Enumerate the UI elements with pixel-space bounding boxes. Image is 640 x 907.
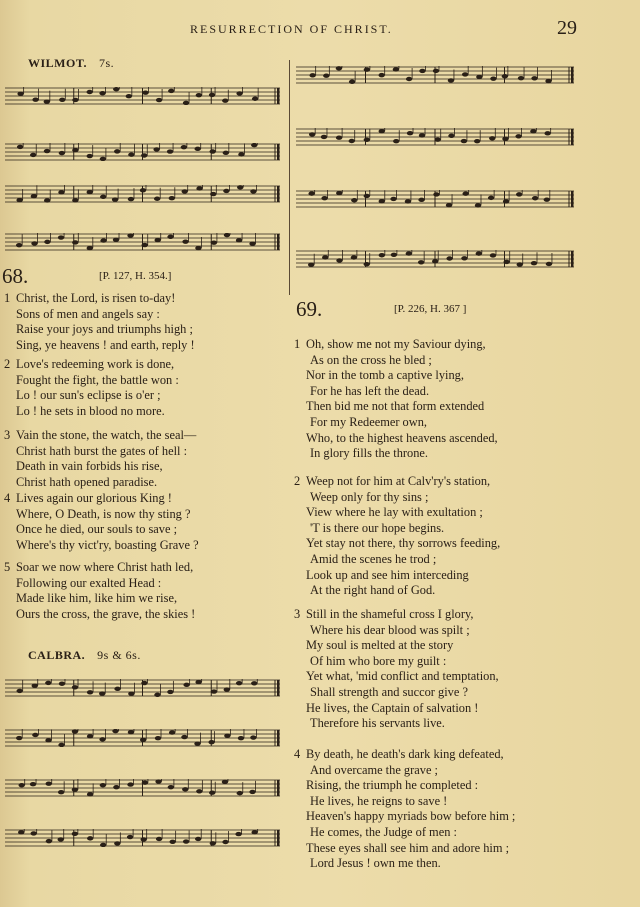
music-staff <box>296 250 574 268</box>
music-staff <box>296 190 574 208</box>
tune-meter: 7s. <box>98 56 115 70</box>
hymn-line: My soul is melted at the story <box>306 638 454 653</box>
hymn-line: As on the cross he bled ; <box>310 352 432 367</box>
hymn-line: Therefore his servants live. <box>310 716 445 731</box>
tune-name: WILMOT. <box>28 56 87 70</box>
stanza <box>294 337 498 462</box>
hymn-reference: [P. 127, H. 354.] <box>99 270 172 282</box>
page-number: 29 <box>557 17 577 39</box>
music-staff <box>5 779 280 797</box>
hymn-line: He lives, the Captain of salvation ! <box>306 700 479 715</box>
hymn-line: Lives again our glorious King ! <box>16 491 172 505</box>
hymn-line: Oh, show me not my Saviour dying, <box>306 337 486 351</box>
music-staff <box>5 87 280 105</box>
tune-title-wilmot <box>28 56 114 71</box>
hymn-line: He comes, the Judge of men : <box>310 824 457 839</box>
hymn-line: Following our exalted Head : <box>16 575 162 590</box>
hymn-line: For my Redeemer own, <box>310 414 427 429</box>
hymn-line: Christ, the Lord, is risen to-day! <box>16 291 176 305</box>
hymn-line: Yet what, 'mid conflict and temptation, <box>306 669 499 684</box>
hymn-number: 68. <box>2 264 29 288</box>
hymn-line: Nor in the tomb a captive lying, <box>306 368 464 383</box>
hymn-line: Fought the fight, the battle won : <box>16 372 179 387</box>
hymn-line: Ours the cross, the grave, the skies ! <box>16 606 196 621</box>
hymn-line: Death in vain forbids his rise, <box>16 459 163 474</box>
stanza-number: 5 <box>4 560 11 574</box>
hymn-line: Where his dear blood was spilt ; <box>310 622 470 637</box>
hymn-line: Heaven's happy myriads bow before him ; <box>306 809 516 824</box>
hymn-line: In glory fills the throne. <box>310 446 429 461</box>
hymn-line: These eyes shall see him and adore him ; <box>306 840 510 855</box>
stanza <box>294 607 499 732</box>
hymn-line: Weep not for him at Calv'ry's station, <box>306 474 491 488</box>
hymn-line: Yet stay not there, thy sorrows feeding, <box>306 536 501 551</box>
hymn-line: Where's thy vict'ry, boasting Grave ? <box>16 537 199 552</box>
hymn-line: Then bid me not that form extended <box>306 399 485 414</box>
stanza <box>4 357 179 419</box>
stanza-number: 4 <box>4 491 11 505</box>
hymn-line: He lives, he reigns to save ! <box>310 793 448 808</box>
hymn-line: 'T is there our hope begins. <box>310 520 445 535</box>
music-staff <box>5 185 280 203</box>
music-staff <box>5 729 280 747</box>
stanza <box>4 560 196 622</box>
tune-meter: 9s & 6s. <box>97 648 141 662</box>
music-staff <box>5 679 280 697</box>
hymn-line: And overcame the grave ; <box>310 762 438 777</box>
hymn-line: Made like him, like him we rise, <box>16 591 178 606</box>
hymn-line: Weep only for thy sins ; <box>310 489 429 504</box>
music-staff <box>5 233 280 251</box>
hymn-line: Sons of men and angels say : <box>16 306 160 321</box>
hymn-line: Lord Jesus ! own me then. <box>310 856 441 871</box>
stanza <box>4 291 195 353</box>
stanza-number: 1 <box>4 291 11 305</box>
hymn-line: Of him who bore my guilt : <box>310 653 447 668</box>
music-staff <box>296 66 574 84</box>
hymn-line: By death, he death's dark king defeated, <box>306 747 504 761</box>
stanza <box>294 747 516 872</box>
hymn-line: Soar we now where Christ hath led, <box>16 560 194 574</box>
hymn-line: Lo ! our sun's eclipse is o'er ; <box>16 388 161 403</box>
hymn-line: For he has left the dead. <box>310 383 430 398</box>
stanza <box>4 491 199 553</box>
hymn-line: At the right hand of God. <box>310 583 436 598</box>
tune-title-calbra <box>28 648 141 663</box>
hymn-line: Still in the shameful cross I glory, <box>306 607 474 621</box>
hymn-line: Look up and see him interceding <box>306 567 469 582</box>
hymn-line: Shall strength and succor give ? <box>310 684 468 699</box>
column-divider <box>289 60 290 295</box>
hymn-line: View where he lay with exultation ; <box>306 505 483 520</box>
stanza <box>4 428 197 490</box>
hymn-line: Where, O Death, is now thy sting ? <box>16 506 191 521</box>
hymn-reference: [P. 226, H. 367 ] <box>394 303 467 315</box>
hymn-line: Love's redeeming work is done, <box>16 357 175 371</box>
tune-name: CALBRA. <box>28 648 86 662</box>
stanza-number: 4 <box>294 747 301 761</box>
music-staff <box>296 128 574 146</box>
stanza-number: 3 <box>4 428 11 442</box>
stanza-number: 1 <box>294 337 301 351</box>
hymn-line: Who, to the highest heavens ascended, <box>306 430 498 445</box>
hymn-line: Christ hath burst the gates of hell : <box>16 443 188 458</box>
hymn-line: Lo ! he sets in blood no more. <box>16 403 165 418</box>
hymn-line: Christ hath opened paradise. <box>16 474 158 489</box>
stanza-number: 3 <box>294 607 301 621</box>
hymn-line: Rising, the triumph he completed : <box>306 778 479 793</box>
hymn-line: Raise your joys and triumphs high ; <box>16 322 193 337</box>
page-header-title: RESURRECTION OF CHRIST. <box>190 22 393 36</box>
hymn-line: Sing, ye heavens ! and earth, reply ! <box>16 337 195 352</box>
stanza <box>294 474 501 599</box>
hymn-line: Once he died, our souls to save ; <box>16 522 178 537</box>
music-staff <box>5 829 280 847</box>
hymn-number: 69. <box>296 297 323 321</box>
stanza-number: 2 <box>4 357 11 371</box>
music-staff <box>5 143 280 161</box>
hymn-line: Vain the stone, the watch, the seal— <box>16 428 197 442</box>
hymn-line: Amid the scenes he trod ; <box>310 551 437 566</box>
stanza-number: 2 <box>294 474 301 488</box>
